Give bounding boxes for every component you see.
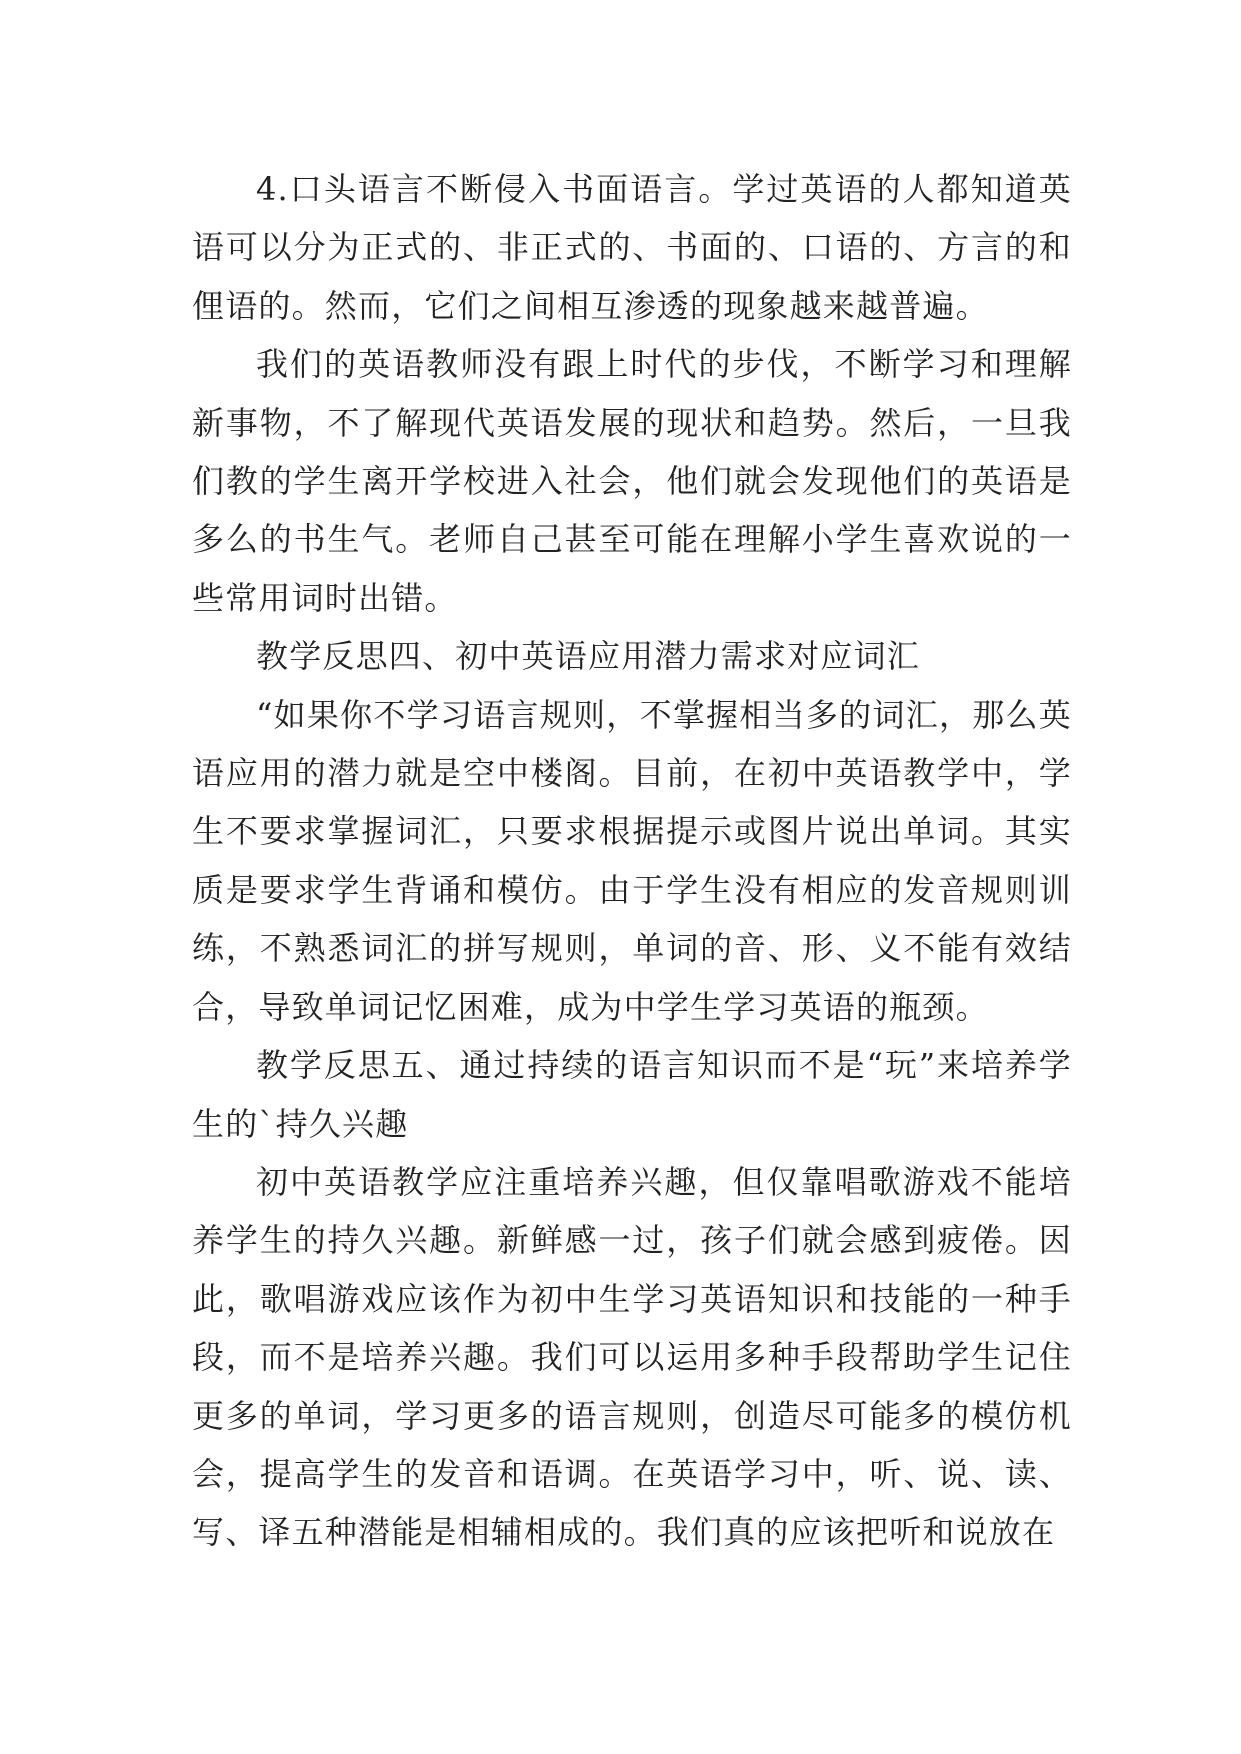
paragraph-spoken-language: 4.口头语言不断侵入书面语言。学过英语的人都知道英语可以分为正式的、非正式的、书面的、口语的、方言的和俚语的。然而，它们之间相互渗透的现象越来越普遍。 [192, 170, 1072, 325]
paragraph-interest: 初中英语教学应注重培养兴趣，但仅靠唱歌游戏不能培养学生的持久兴趣。新鲜感一过，孩子们就会感到疲倦。因此，歌唱游戏应该作为初中生学习英语知识和技能的一种手段，而不是培养兴趣。我们可以运用多种手段帮助学生记住更多的单词，学习更多的语言规则，创造尽可能多的模仿机会，提高学生的发音和语调。在英语学习中，听、说、读、写、译五种潜能是相辅相成的。我们真的应该把听和说放在 [192, 1162, 1072, 1552]
paragraph-teachers-pace: 我们的英语教师没有跟上时代的步伐，不断学习和理解新事物，不了解现代英语发展的现状和趋势。然后，一旦我们教的学生离开学校进入社会，他们就会发现他们的英语是多么的书生气。老师自己甚至可能在理解小学生喜欢说的一些常用词时出错。 [192, 345, 1072, 617]
section-heading-reflection-five: 教学反思五、通过持续的语言知识而不是“玩”来培养学生的`持久兴趣 [192, 1046, 1072, 1143]
section-heading-reflection-four: 教学反思四、初中英语应用潜力需求对应词汇 [256, 637, 921, 676]
paragraph-vocabulary: “如果你不学习语言规则，不掌握相当多的词汇，那么英语应用的潜力就是空中楼阁。目前，在初中英语教学中，学生不要求掌握词汇，只要求根据提示或图片说出单词。其实质是要求学生背诵和模仿。由于学生没有相应的发音规则训练，不熟悉词汇的拼写规则，单词的音、形、义不能有效结合，导致单词记忆困难，成为中学生学习英语的瓶颈。 [192, 695, 1072, 1026]
document-body [192, 160, 1072, 1562]
